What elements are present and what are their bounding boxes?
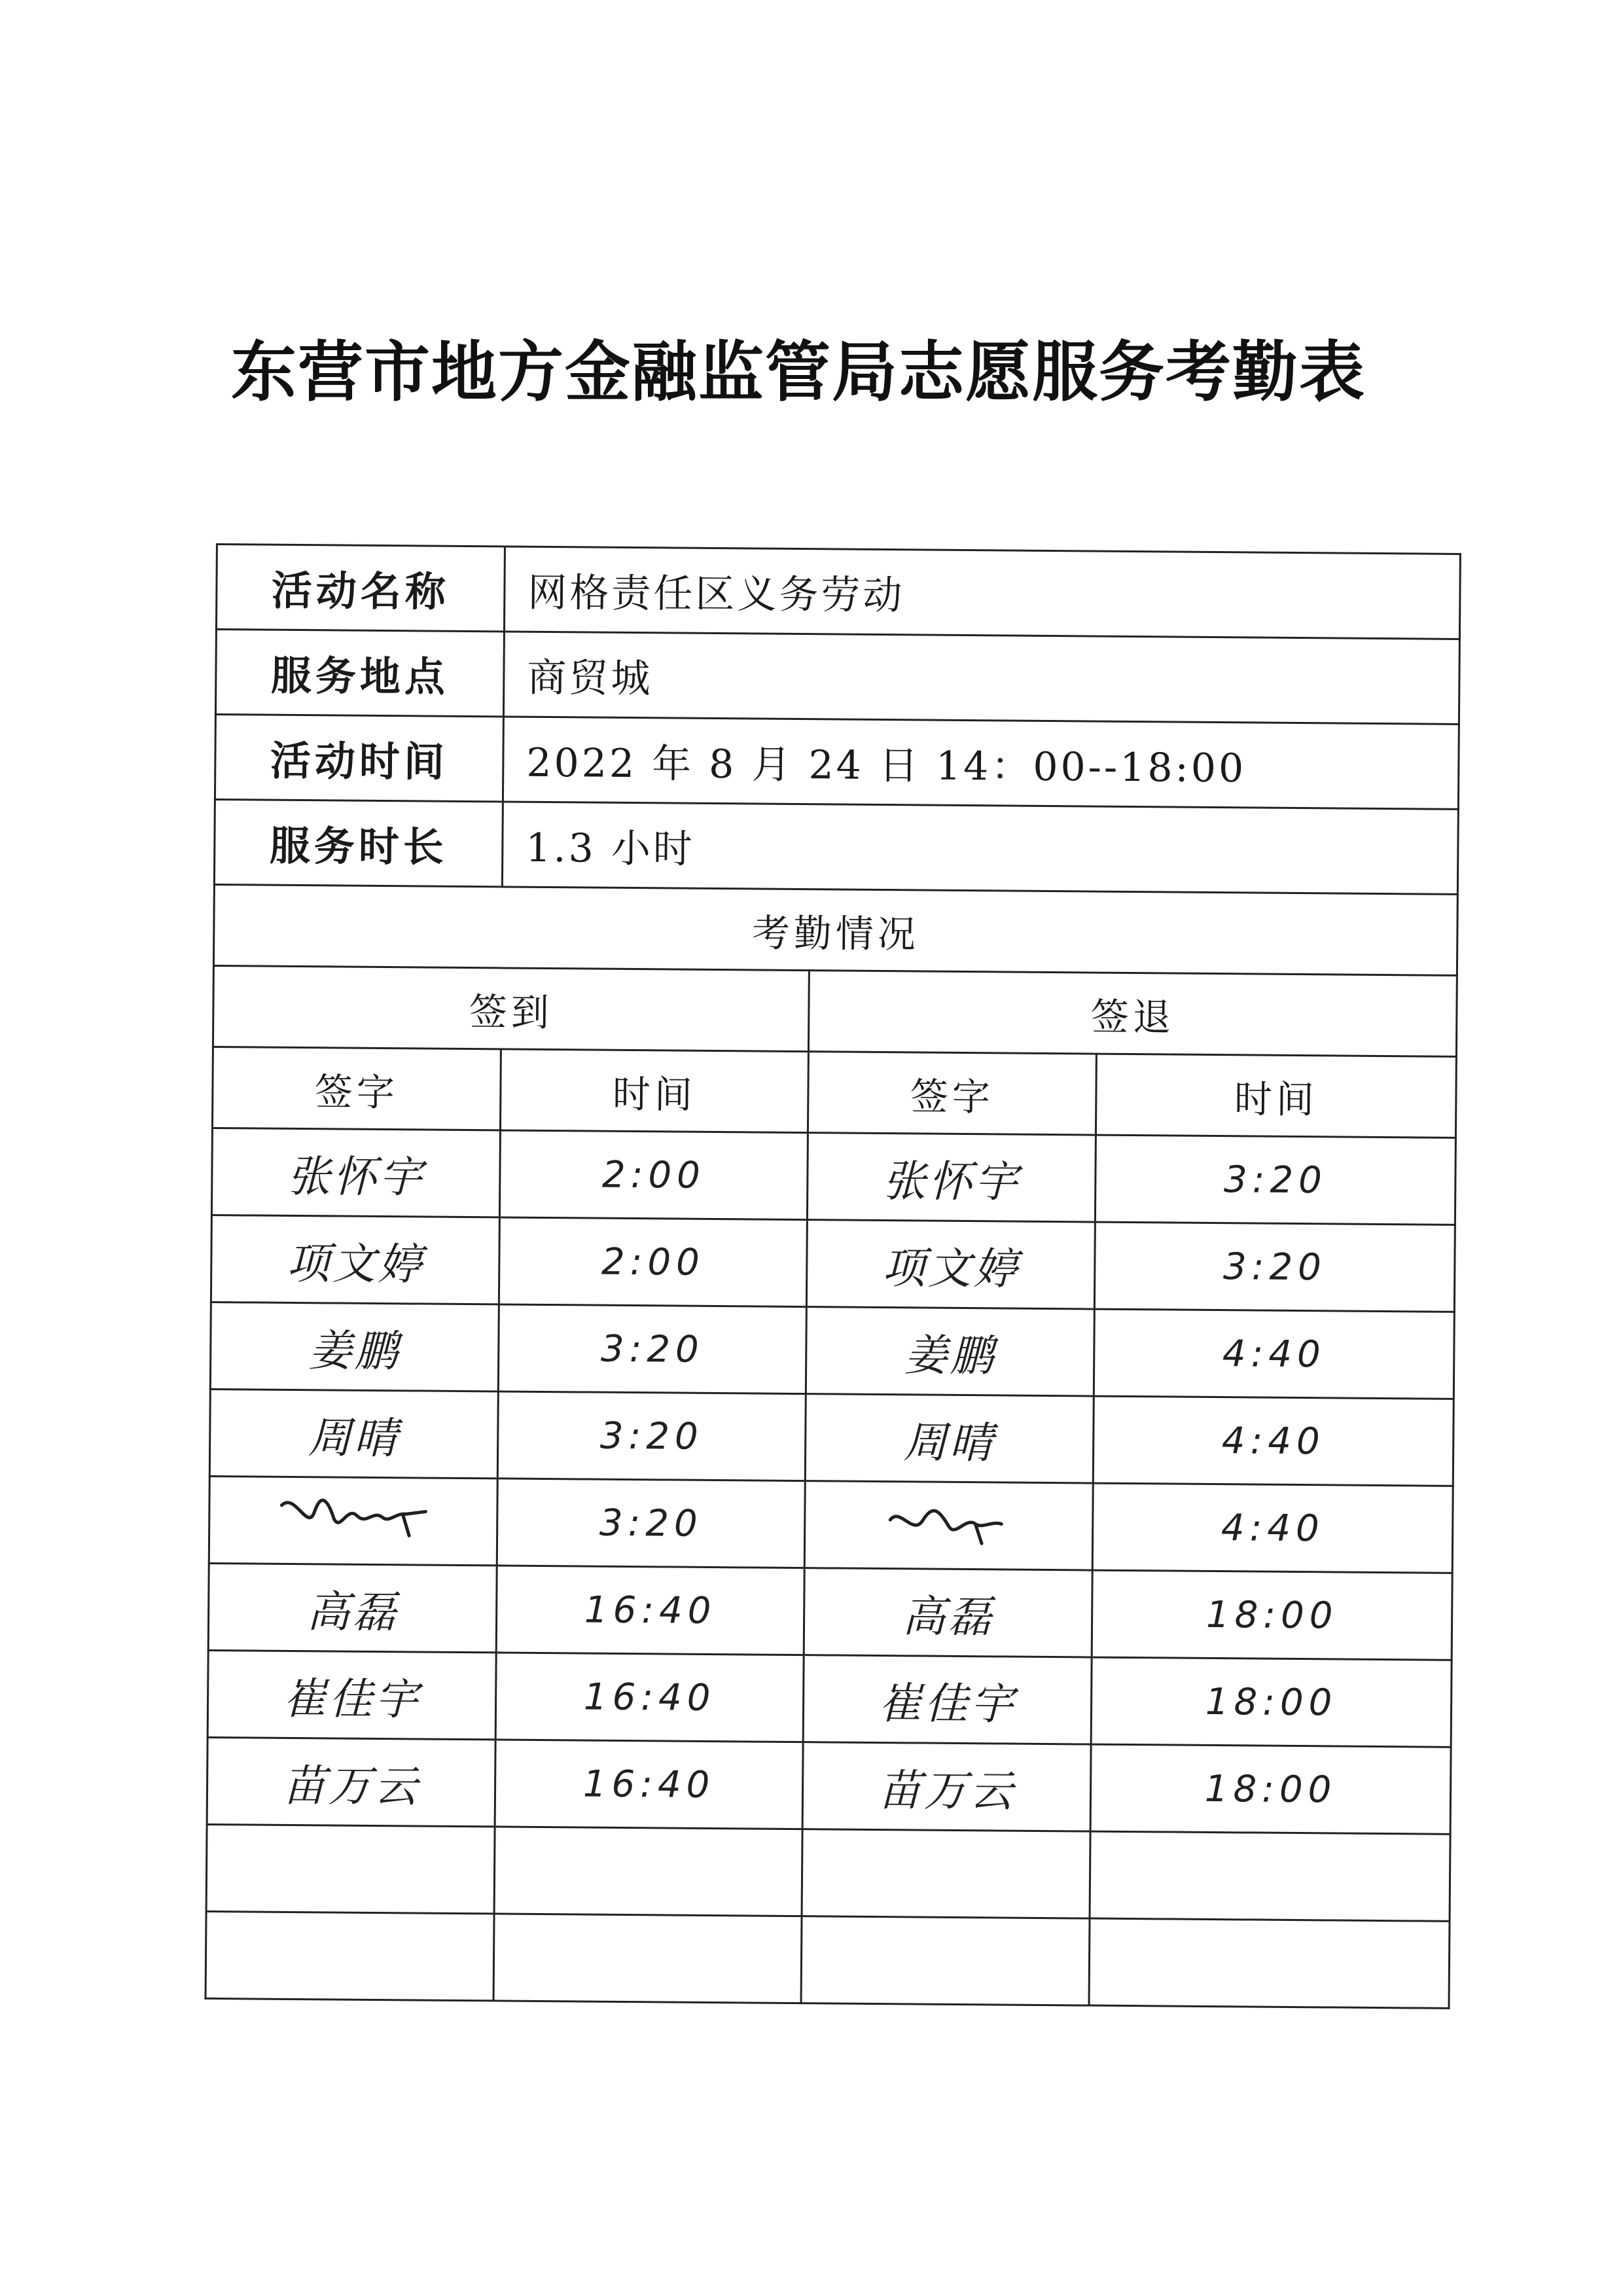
- checkin-signature: [206, 1824, 495, 1913]
- signature-scribble-icon: [268, 1486, 438, 1546]
- checkout-signature: 项文婷: [806, 1220, 1095, 1309]
- document-title: 东营市地方金融监管局志愿服务考勤表: [231, 333, 1366, 410]
- signature-scribble-icon: [876, 1490, 1021, 1551]
- table-row: [205, 1911, 1450, 2008]
- attendance-sheet: [204, 543, 1459, 2037]
- checkout-signature: 苗万云: [802, 1742, 1091, 1831]
- checkout-signature: 周晴: [805, 1394, 1094, 1483]
- checkin-time: 3:20: [497, 1391, 806, 1481]
- checkin-time: [494, 1827, 802, 1916]
- checkin-signature: [205, 1911, 494, 2000]
- table-row: [211, 1128, 1455, 1225]
- checkin-time: 3:20: [497, 1479, 805, 1568]
- checkin-signature: 高磊: [208, 1563, 497, 1652]
- activity-name-row: [216, 545, 1460, 639]
- checkin-label: 签到: [213, 965, 809, 1051]
- location-label: 服务地点: [215, 630, 504, 717]
- checkout-label: 签退: [808, 971, 1457, 1057]
- checkin-time: [493, 1914, 802, 2003]
- checkin-signature: [209, 1476, 497, 1565]
- checkin-time: 3:20: [498, 1304, 806, 1394]
- checkin-signature: 崔佳宇: [207, 1650, 496, 1739]
- attendance-heading-row: [213, 884, 1457, 975]
- checkin-time: 16:40: [496, 1566, 804, 1655]
- checkout-signature: [804, 1481, 1093, 1570]
- checkout-time: 3:20: [1094, 1222, 1455, 1312]
- checkin-signature: 项文婷: [211, 1215, 499, 1304]
- checkin-signature: 苗万云: [207, 1737, 495, 1826]
- attendance-table: [205, 543, 1461, 2009]
- table-row: [211, 1215, 1455, 1312]
- checkout-sign-header: 签字: [808, 1052, 1096, 1135]
- activity-time-row: [215, 715, 1459, 810]
- checkin-time: 2:00: [499, 1130, 808, 1220]
- activity-name-label: 活动名称: [216, 545, 505, 632]
- checkout-signature: 姜鹏: [806, 1307, 1094, 1396]
- activity-time-value: 2022 年 8 月 24 日 14：00--18:00: [503, 717, 1459, 809]
- column-header-row: [212, 1047, 1456, 1138]
- checkout-time: 4:40: [1092, 1483, 1453, 1573]
- table-row: [208, 1563, 1452, 1660]
- attendance-heading: 考勤情况: [213, 884, 1457, 975]
- checkout-signature: 崔佳宇: [803, 1655, 1092, 1744]
- checkin-checkout-row: [213, 965, 1457, 1056]
- checkin-sign-header: 签字: [212, 1047, 501, 1130]
- checkin-time: 16:40: [495, 1740, 803, 1829]
- table-row: [207, 1737, 1451, 1834]
- activity-time-label: 活动时间: [215, 715, 503, 802]
- checkout-time: 18:00: [1090, 1744, 1451, 1834]
- checkout-signature: [801, 1916, 1090, 2005]
- table-row: [209, 1389, 1454, 1486]
- checkin-signature: 张怀宇: [211, 1128, 500, 1217]
- duration-label: 服务时长: [214, 799, 503, 886]
- checkout-time: 18:00: [1092, 1570, 1452, 1660]
- table-row: [207, 1650, 1452, 1747]
- checkout-time: 4:40: [1093, 1396, 1454, 1486]
- checkout-signature: [802, 1829, 1090, 1918]
- checkin-signature: 周晴: [209, 1389, 498, 1478]
- table-row: [206, 1824, 1450, 1921]
- duration-value: 1.3 小时: [502, 802, 1458, 894]
- checkout-time: 3:20: [1095, 1135, 1455, 1225]
- checkout-time: 18:00: [1091, 1657, 1452, 1747]
- location-value: 商贸城: [503, 632, 1459, 724]
- checkin-time: 2:00: [499, 1217, 807, 1307]
- checkout-time-header: 时间: [1096, 1054, 1456, 1138]
- checkin-time-header: 时间: [500, 1049, 808, 1133]
- table-row: [209, 1476, 1453, 1573]
- activity-name-value: 网格责任区义务劳动: [504, 547, 1460, 639]
- checkout-time: [1089, 1918, 1450, 2008]
- checkin-time: 16:40: [495, 1653, 804, 1742]
- checkout-time: 4:40: [1094, 1309, 1454, 1399]
- table-row: [210, 1302, 1454, 1399]
- checkout-time: [1090, 1831, 1450, 1921]
- checkout-signature: 高磊: [804, 1568, 1092, 1657]
- location-row: [215, 630, 1459, 725]
- duration-row: [214, 799, 1458, 894]
- checkout-signature: 张怀宇: [807, 1133, 1096, 1222]
- checkin-signature: 姜鹏: [210, 1302, 499, 1391]
